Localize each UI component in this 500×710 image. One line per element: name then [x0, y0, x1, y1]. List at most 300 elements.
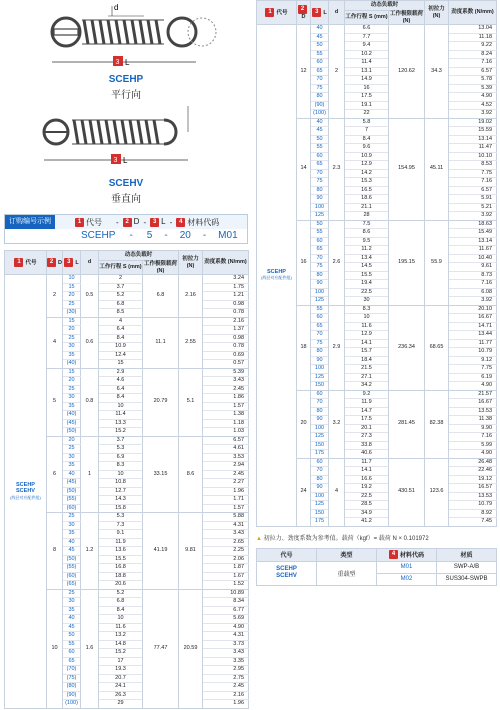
- load-cell: 41.19: [143, 513, 179, 590]
- stroke-cell: 28: [345, 212, 389, 221]
- length-cell: 75: [311, 339, 329, 348]
- length-cell: 40: [63, 538, 81, 547]
- length-cell: 15: [63, 368, 81, 377]
- length-cell: 125: [311, 373, 329, 382]
- length-cell: (100): [311, 110, 329, 119]
- th-load: 工作极限载荷 (N): [390, 11, 424, 24]
- stroke-cell: 19.2: [345, 484, 389, 493]
- length-cell: 60: [311, 152, 329, 161]
- length-cell: (60): [63, 504, 81, 513]
- diameter-cell: 8: [47, 513, 63, 590]
- length-cell: 65: [63, 657, 81, 666]
- load-cell: 77.47: [143, 589, 179, 708]
- stroke-cell: 14.5: [345, 263, 389, 272]
- load-note: [256, 533, 496, 542]
- diameter-cell: 12: [297, 25, 311, 119]
- scehv-drawing: [4, 100, 248, 210]
- mat-row-mat: SUS304-SWPB: [437, 573, 497, 585]
- k-cell: 8.24: [449, 50, 497, 59]
- k-cell: 3.73: [203, 640, 249, 649]
- stroke-cell: 27.1: [345, 373, 389, 382]
- stroke-cell: 26.3: [99, 691, 143, 700]
- stroke-cell: 20.6: [99, 581, 143, 590]
- length-cell: 100: [311, 365, 329, 374]
- load-cell: 154.95: [389, 118, 425, 220]
- length-cell: (45): [63, 419, 81, 428]
- scehv-spring-icon: [4, 100, 248, 176]
- length-cell: 90: [311, 356, 329, 365]
- length-cell: 20: [63, 377, 81, 386]
- stroke-cell: 6.8: [99, 598, 143, 607]
- th-d: d: [81, 251, 99, 275]
- length-cell: 40: [311, 118, 329, 127]
- stroke-cell: 8.5: [99, 309, 143, 318]
- k-cell: 5.69: [203, 615, 249, 624]
- length-cell: 70: [311, 467, 329, 476]
- k-cell: 1.21: [203, 292, 249, 301]
- sep: -: [116, 217, 119, 227]
- k-cell: 9.12: [449, 356, 497, 365]
- length-cell: (50): [63, 428, 81, 437]
- length-cell: 40: [311, 25, 329, 34]
- length-cell: 125: [311, 212, 329, 221]
- th-k: 劲度系数 (N/mm): [203, 251, 249, 275]
- k-cell: 1.71: [203, 496, 249, 505]
- num-badge-2: 2: [47, 258, 56, 267]
- stroke-cell: 15.8: [99, 504, 143, 513]
- init-cell: 2.55: [179, 317, 203, 368]
- stroke-cell: 21.1: [345, 203, 389, 212]
- diameter-cell: 20: [297, 390, 311, 458]
- num-badge-1: 1: [14, 258, 23, 267]
- k-cell: 2.75: [203, 674, 249, 683]
- wire-cell: 3.2: [329, 390, 345, 458]
- diameter-cell: 4: [47, 317, 63, 368]
- k-cell: 15.59: [449, 127, 497, 136]
- length-cell: 55: [311, 305, 329, 314]
- wire-cell: 0.5: [81, 275, 99, 318]
- length-cell: 35: [63, 462, 81, 471]
- k-cell: 3.43: [203, 530, 249, 539]
- scehv-label: SCEHV: [108, 178, 144, 189]
- stroke-cell: 7.3: [99, 521, 143, 530]
- stroke-cell: 30: [345, 297, 389, 306]
- wire-cell: 0.8: [81, 368, 99, 436]
- stroke-cell: 16: [345, 84, 389, 93]
- length-cell: 25: [63, 513, 81, 522]
- init-cell: 55.9: [425, 220, 449, 305]
- stroke-cell: 2: [99, 275, 143, 284]
- length-cell: 80: [311, 93, 329, 102]
- length-cell: 30: [63, 521, 81, 530]
- diameter-cell: 5: [47, 368, 63, 436]
- diameter-cell: 2: [47, 275, 63, 318]
- stroke-cell: 10.8: [99, 479, 143, 488]
- th-dyn: 动态负载时: [99, 251, 179, 261]
- k-cell: 6.57: [203, 436, 249, 445]
- length-cell: 25: [63, 300, 81, 309]
- k-cell: 0.98: [203, 334, 249, 343]
- sep: -: [164, 230, 168, 241]
- length-cell: 55: [63, 640, 81, 649]
- length-cell: 70: [311, 169, 329, 178]
- k-cell: 5.21: [449, 203, 497, 212]
- stroke-cell: 6.4: [99, 326, 143, 335]
- type-code-text: (线径对应配件组): [10, 494, 41, 500]
- length-cell: 10: [63, 275, 81, 284]
- k-cell: 7.16: [449, 178, 497, 187]
- order-v2: 5: [146, 230, 153, 241]
- init-cell: 2.16: [179, 275, 203, 318]
- k-cell: 7.45: [449, 518, 497, 527]
- stroke-cell: 17.5: [345, 416, 389, 425]
- stroke-cell: 24.1: [99, 683, 143, 692]
- stroke-cell: 7: [345, 127, 389, 136]
- k-cell: 18.63: [449, 220, 497, 229]
- stroke-cell: 16.6: [345, 475, 389, 484]
- scehp-caption: 平行向: [111, 90, 141, 101]
- order-h1: 代号: [86, 217, 102, 227]
- length-cell: 55: [311, 229, 329, 238]
- stroke-cell: 14.7: [345, 407, 389, 416]
- diameter-cell: 24: [297, 458, 311, 526]
- stroke-cell: 11.7: [345, 458, 389, 467]
- k-cell: 21.57: [449, 390, 497, 399]
- length-cell: 150: [311, 441, 329, 450]
- order-title: 订购编号示例: [5, 215, 55, 229]
- length-cell: (80): [63, 683, 81, 692]
- length-cell: 30: [63, 343, 81, 352]
- order-example: [4, 214, 248, 244]
- stroke-cell: 16.8: [99, 564, 143, 573]
- stroke-cell: 20.7: [99, 674, 143, 683]
- length-cell: 45: [311, 33, 329, 42]
- stroke-cell: 7.7: [345, 33, 389, 42]
- k-cell: 2.06: [203, 555, 249, 564]
- length-cell: (40): [63, 411, 81, 420]
- stroke-cell: 13.3: [99, 419, 143, 428]
- k-cell: 16.57: [449, 484, 497, 493]
- stroke-cell: 14.1: [345, 339, 389, 348]
- left-column: [4, 0, 248, 709]
- sep: -: [169, 217, 173, 227]
- stroke-cell: 15.7: [345, 348, 389, 357]
- init-cell: 68.65: [425, 305, 449, 390]
- length-cell: 45: [63, 623, 81, 632]
- stroke-cell: 11.6: [99, 623, 143, 632]
- load-cell: 33.15: [143, 436, 179, 513]
- stroke-cell: 6.6: [345, 25, 389, 34]
- length-cell: 125: [311, 297, 329, 306]
- k-cell: 10.79: [449, 348, 497, 357]
- k-cell: 10.10: [449, 152, 497, 161]
- length-cell: 40: [63, 615, 81, 624]
- length-cell: 20: [63, 292, 81, 301]
- length-cell: 70: [311, 76, 329, 85]
- k-cell: 16.67: [449, 399, 497, 408]
- stroke-cell: 17.5: [345, 93, 389, 102]
- k-cell: 8.92: [449, 509, 497, 518]
- stroke-cell: 2.9: [99, 368, 143, 377]
- stroke-cell: 33.8: [345, 441, 389, 450]
- length-cell: (30): [63, 309, 81, 318]
- stroke-cell: 7.5: [345, 220, 389, 229]
- stroke-cell: 29: [99, 700, 143, 709]
- mat-type: 重载型: [317, 561, 377, 585]
- length-cell: 175: [311, 518, 329, 527]
- load-cell: 236.34: [389, 305, 425, 390]
- length-cell: 75: [311, 84, 329, 93]
- mat-code-1: SCEHP: [276, 566, 297, 572]
- length-cell: 125: [311, 433, 329, 442]
- load-cell: 6.8: [143, 275, 179, 318]
- length-cell: 50: [63, 632, 81, 641]
- k-cell: 0.98: [203, 300, 249, 309]
- k-cell: 13.53: [449, 407, 497, 416]
- num-badge-3: 3: [64, 258, 73, 267]
- mat-row-mat: SWP-A/B: [437, 561, 497, 573]
- stroke-cell: 10.9: [99, 343, 143, 352]
- k-cell: 3.53: [203, 453, 249, 462]
- k-cell: 5.88: [203, 513, 249, 522]
- k-cell: 2.45: [203, 470, 249, 479]
- k-cell: 1.87: [203, 564, 249, 573]
- k-cell: 2.65: [203, 538, 249, 547]
- length-cell: (70): [63, 666, 81, 675]
- num-badge-1: 1: [75, 218, 84, 227]
- stroke-cell: 21.5: [345, 365, 389, 374]
- load-cell: 20.79: [143, 368, 179, 436]
- num-badge-3: 3: [312, 8, 321, 17]
- diameter-cell: 14: [297, 118, 311, 220]
- k-cell: 4.31: [203, 521, 249, 530]
- stroke-cell: 4.6: [99, 377, 143, 386]
- type-code-text: (线径对应配件组): [261, 275, 292, 281]
- stroke-cell: 10: [99, 402, 143, 411]
- k-cell: 13.04: [449, 25, 497, 34]
- length-cell: 100: [311, 203, 329, 212]
- th-load: 工作极限载荷 (N): [144, 261, 178, 274]
- wire-cell: 4: [329, 458, 345, 526]
- th-code: 代号: [276, 9, 288, 16]
- stroke-cell: 3.7: [99, 283, 143, 292]
- stroke-cell: 5.3: [99, 445, 143, 454]
- diameter-cell: 10: [47, 589, 63, 708]
- length-cell: (50): [63, 487, 81, 496]
- init-cell: 5.1: [179, 368, 203, 436]
- stroke-cell: 5.3: [99, 513, 143, 522]
- k-cell: 4.31: [203, 632, 249, 641]
- stroke-cell: 41.2: [345, 518, 389, 527]
- length-cell: 65: [311, 67, 329, 76]
- stroke-cell: 6.8: [99, 300, 143, 309]
- stroke-cell: 12.4: [99, 351, 143, 360]
- stroke-cell: 6.9: [99, 453, 143, 462]
- stroke-cell: 34.9: [345, 509, 389, 518]
- order-h4: 材料代码: [187, 217, 220, 227]
- k-cell: 3.92: [449, 297, 497, 306]
- k-cell: 13.14: [449, 135, 497, 144]
- k-cell: 10.89: [203, 589, 249, 598]
- stroke-cell: 11.4: [345, 59, 389, 68]
- length-cell: (75): [63, 674, 81, 683]
- k-cell: 4.61: [203, 445, 249, 454]
- length-cell: 35: [63, 530, 81, 539]
- init-cell: 34.3: [425, 25, 449, 119]
- k-cell: 10.40: [449, 254, 497, 263]
- length-cell: 70: [311, 331, 329, 340]
- k-cell: 11.38: [449, 416, 497, 425]
- k-cell: 1.57: [203, 504, 249, 513]
- stroke-cell: 8.4: [345, 135, 389, 144]
- k-cell: 8.73: [449, 271, 497, 280]
- k-cell: 11.47: [449, 144, 497, 153]
- length-cell: 65: [311, 161, 329, 170]
- stroke-cell: 10.2: [345, 50, 389, 59]
- length-cell: (100): [63, 700, 81, 709]
- k-cell: 13.53: [449, 492, 497, 501]
- num-badge-2: 2: [123, 218, 132, 227]
- length-cell: 70: [311, 399, 329, 408]
- num-badge-4: 4: [389, 550, 398, 559]
- table-row: [257, 25, 497, 34]
- stroke-cell: 13.6: [99, 547, 143, 556]
- stroke-cell: 11.6: [345, 322, 389, 331]
- stroke-cell: 17: [99, 657, 143, 666]
- length-cell: 35: [63, 402, 81, 411]
- stroke-cell: 14.3: [99, 496, 143, 505]
- length-cell: 30: [63, 453, 81, 462]
- diameter-cell: 18: [297, 305, 311, 390]
- stroke-cell: 15.5: [99, 555, 143, 564]
- k-cell: 3.92: [449, 110, 497, 119]
- stroke-cell: 10: [345, 314, 389, 323]
- length-cell: (45): [63, 479, 81, 488]
- l-mark-2: L: [123, 156, 128, 165]
- length-cell: 60: [311, 237, 329, 246]
- k-cell: 7.16: [449, 59, 497, 68]
- k-cell: 4.90: [203, 623, 249, 632]
- th-D: D: [58, 259, 62, 266]
- k-cell: 0.78: [203, 309, 249, 318]
- init-cell: 45.11: [425, 118, 449, 220]
- stroke-cell: 19.3: [99, 666, 143, 675]
- load-cell: 281.45: [389, 390, 425, 458]
- length-cell: 50: [311, 220, 329, 229]
- k-cell: 1.03: [203, 428, 249, 437]
- length-cell: (50): [63, 555, 81, 564]
- stroke-cell: 3.7: [99, 436, 143, 445]
- type-code-text: SCEHP: [16, 481, 35, 488]
- stroke-cell: 9.6: [345, 144, 389, 153]
- th-init: 初拉力 (N): [179, 251, 203, 275]
- length-cell: 30: [63, 394, 81, 403]
- stroke-cell: 12.7: [99, 487, 143, 496]
- length-cell: (90): [63, 691, 81, 700]
- length-cell: 150: [311, 509, 329, 518]
- th-init: 初拉力 (N): [425, 1, 449, 25]
- k-cell: 20.10: [449, 305, 497, 314]
- spec-table-right: [256, 0, 497, 527]
- k-cell: 2.27: [203, 479, 249, 488]
- length-cell: (65): [63, 581, 81, 590]
- stroke-cell: 20.1: [345, 424, 389, 433]
- spec-table-left: [4, 250, 249, 709]
- length-cell: 60: [311, 458, 329, 467]
- length-cell: (90): [311, 101, 329, 110]
- type-code-text: SCEHP: [267, 268, 286, 275]
- k-cell: 16.67: [449, 314, 497, 323]
- scehp-spring-icon: [4, 0, 248, 72]
- stroke-cell: 15.2: [99, 428, 143, 437]
- stroke-cell: 18.6: [345, 195, 389, 204]
- k-cell: 13.14: [449, 237, 497, 246]
- k-cell: 7.16: [449, 433, 497, 442]
- num-badge-1: 1: [265, 8, 274, 17]
- length-cell: 75: [311, 263, 329, 272]
- scehp-drawing: [4, 0, 248, 100]
- wire-cell: 2.9: [329, 305, 345, 390]
- order-h2: D: [133, 217, 140, 227]
- k-cell: 1.96: [203, 487, 249, 496]
- init-cell: 82.38: [425, 390, 449, 458]
- stroke-cell: 9.4: [345, 42, 389, 51]
- k-cell: 1.57: [203, 402, 249, 411]
- length-cell: 50: [311, 42, 329, 51]
- diameter-cell: 6: [47, 436, 63, 513]
- l-mark: L: [125, 58, 130, 67]
- length-cell: 45: [311, 127, 329, 136]
- init-cell: 9.81: [179, 513, 203, 590]
- stroke-cell: 19.4: [345, 280, 389, 289]
- wire-cell: 2.6: [329, 220, 345, 305]
- stroke-cell: 6.4: [99, 385, 143, 394]
- stroke-cell: 18.4: [345, 356, 389, 365]
- length-cell: 60: [311, 390, 329, 399]
- stroke-cell: 14.1: [345, 467, 389, 476]
- stroke-cell: 10: [99, 470, 143, 479]
- stroke-cell: 10.9: [345, 152, 389, 161]
- stroke-cell: 34.2: [345, 382, 389, 391]
- mat-h-type: 类型: [317, 548, 377, 561]
- k-cell: 19.02: [449, 118, 497, 127]
- k-cell: 0.78: [203, 343, 249, 352]
- k-cell: 9.90: [449, 424, 497, 433]
- load-cell: 11.1: [143, 317, 179, 368]
- k-cell: 2.45: [203, 385, 249, 394]
- stroke-cell: 19.1: [345, 101, 389, 110]
- mat-code-2: SCEHV: [276, 573, 297, 579]
- type-code-text: SCEHV: [16, 488, 35, 494]
- k-cell: 2.95: [203, 666, 249, 675]
- k-cell: 6.19: [449, 373, 497, 382]
- length-cell: 80: [311, 271, 329, 280]
- wire-cell: 2.3: [329, 118, 345, 220]
- k-cell: 1.37: [203, 326, 249, 335]
- stroke-cell: 28.5: [345, 501, 389, 510]
- k-cell: 6.57: [449, 67, 497, 76]
- scehp-label: SCEHP: [108, 74, 144, 85]
- k-cell: 5.78: [449, 76, 497, 85]
- order-h3: L: [161, 217, 166, 227]
- sep: -: [129, 230, 133, 241]
- warning-icon: ▲: [256, 535, 262, 542]
- k-cell: 8.34: [203, 598, 249, 607]
- k-cell: 3.35: [203, 657, 249, 666]
- length-cell: 30: [63, 598, 81, 607]
- k-cell: 7.16: [449, 280, 497, 289]
- k-cell: 1.52: [203, 581, 249, 590]
